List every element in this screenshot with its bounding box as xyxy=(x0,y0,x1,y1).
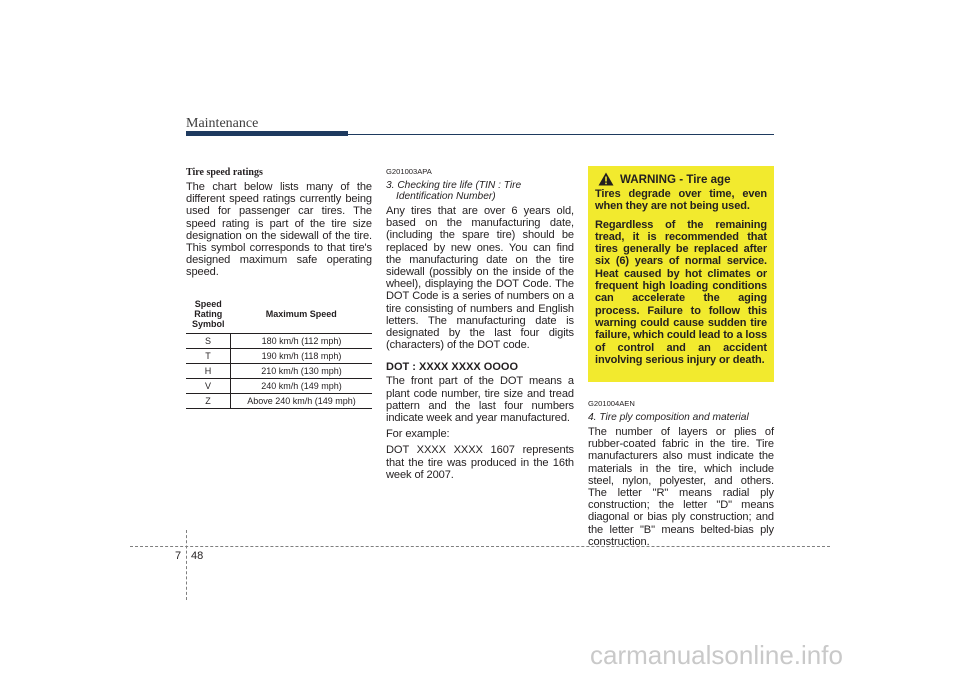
example-text: DOT XXXX XXXX 1607 represents that the tire was produced in the 16th week of 2007. xyxy=(386,444,574,481)
table-row: Z Above 240 km/h (149 mph) xyxy=(186,393,372,408)
header-rule xyxy=(348,134,774,135)
footer-rule xyxy=(130,546,830,547)
speed-ratings-title: Tire speed ratings xyxy=(186,167,263,178)
warning-box xyxy=(588,166,774,382)
tire-life-column xyxy=(386,167,574,485)
speed-ratings-column xyxy=(186,167,372,409)
table-row: T 190 km/h (118 mph) xyxy=(186,348,372,363)
section-title: Maintenance xyxy=(186,116,259,131)
section-code: G201003APA xyxy=(386,167,432,176)
warning-title: WARNING - Tire age xyxy=(595,172,767,186)
warning-text-1: Tires degrade over time, even when they are not being used. xyxy=(595,188,767,213)
tire-life-text: Any tires that are over 6 years old, based on the manufacturing date, (including the spare tire) should be replaced by new ones. You can find the manufacturing date on the tire sidewall (possibly on the inside of the wheel), displaying the DOT Code. The DOT Code is a series of numbers on a tire consisting of numbers and English letters. The manufacturing date is designated by the last four digits (characters) of the DOT code. xyxy=(386,205,574,352)
header-symbol: Speed Rating Symbol xyxy=(186,297,231,334)
dot-explanation-text: The front part of the DOT means a plant code number, tire size and tread pattern and the last four numbers indicate week and year manufactured. xyxy=(386,375,574,425)
header-max-speed: Maximum Speed xyxy=(231,297,373,334)
speed-rating-table xyxy=(186,297,372,409)
footer-divider xyxy=(186,530,187,600)
ply-composition-column xyxy=(588,399,774,552)
watermark: carmanualsonline.info xyxy=(590,640,843,670)
chapter-number: 7 xyxy=(175,550,182,562)
warning-triangle-icon xyxy=(598,172,614,186)
table-row: V 240 km/h (149 mph) xyxy=(186,378,372,393)
table-row: S 180 km/h (112 mph) xyxy=(186,333,372,348)
example-label: For example: xyxy=(386,428,450,441)
table-row: H 210 km/h (130 mph) xyxy=(186,363,372,378)
dot-code-heading: DOT : XXXX XXXX OOOO xyxy=(386,361,519,374)
header-bar xyxy=(186,131,348,136)
ply-composition-text: The number of layers or plies of rubber-coated fabric in the tire. Tire manufacturers also must indicate the materials in the tire, which include steel, nylon, polyester, and others. The letter "R" means radial ply construction; the letter "D" means diagonal or bias ply construction; and the letter "B" means belted-bias ply construction. xyxy=(588,426,774,548)
warning-text-2: Regardless of the remaining tread, it is recommended that tires generally be replaced after six (6) years of normal service. Heat caused by hot climates or frequent high loading conditions can accelerate the aging process. Failure to follow this warning could cause sudden tire failure, which could lead to a loss of control and an accident involving serious injury or death. xyxy=(595,218,767,366)
section-code: G201004AEN xyxy=(588,399,635,408)
ply-composition-heading: 4. Tire ply composition and material xyxy=(588,412,749,423)
speed-ratings-text: The chart below lists many of the different speed ratings currently being used for passenger car tires. The speed rating is part of the tire size designation on the sidewall of the tire. This symbol corresponds to that tire's designed maximum safe operating speed. xyxy=(186,181,372,279)
table-header-row xyxy=(186,297,372,334)
tire-life-heading: 3. Checking tire life (TIN : Tire Identification Number) xyxy=(386,180,522,202)
page-number: 48 xyxy=(191,550,204,562)
